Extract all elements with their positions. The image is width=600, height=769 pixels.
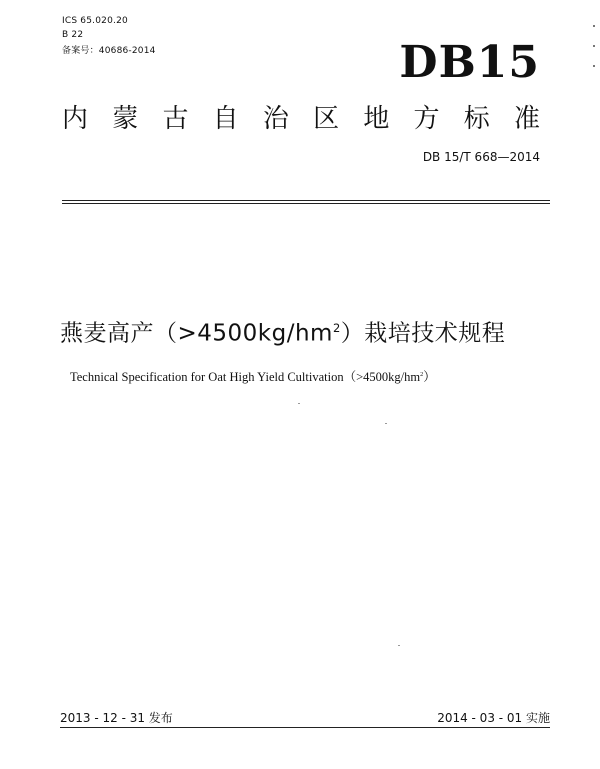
title-char: 自 xyxy=(212,104,239,134)
cn-title-main: 燕麦高产（>4500kg/hm xyxy=(60,320,333,347)
binding-mark xyxy=(593,45,595,47)
cn-title-superscript: 2 xyxy=(332,321,341,335)
title-char: 治 xyxy=(262,104,289,134)
record-number: 备案号：40686-2014 xyxy=(62,46,156,56)
scan-speck xyxy=(398,645,400,646)
standard-number: DB 15/T 668—2014 xyxy=(422,150,540,164)
standard-logo: DB15 xyxy=(399,37,540,88)
implement-date: 2014 - 03 - 01 实施 xyxy=(437,711,550,725)
header-divider-secondary xyxy=(62,203,550,204)
classification-code: B 22 xyxy=(62,30,84,40)
footer-divider xyxy=(60,727,550,728)
title-char: 古 xyxy=(162,104,189,134)
scan-speck xyxy=(298,403,300,404)
header-divider xyxy=(62,200,550,201)
binding-marks xyxy=(593,25,597,85)
ics-code: ICS 65.020.20 xyxy=(62,16,128,26)
en-title-end: ） xyxy=(423,370,436,385)
document-title-english xyxy=(70,367,436,385)
title-char: 准 xyxy=(513,104,540,134)
title-char: 区 xyxy=(313,104,340,134)
title-char: 内 xyxy=(62,104,89,134)
title-char: 蒙 xyxy=(112,104,139,134)
title-char: 地 xyxy=(363,104,390,134)
title-char: 方 xyxy=(413,104,440,134)
cn-title-end: ）栽培技术规程 xyxy=(340,320,506,347)
en-title-main: Technical Specification for Oat High Yield Cultivation（>4500kg/hm xyxy=(70,370,421,385)
scan-speck xyxy=(385,423,387,424)
binding-mark xyxy=(593,65,595,67)
en-title-superscript: 2 xyxy=(420,371,424,378)
standard-category-title xyxy=(62,102,540,136)
binding-mark xyxy=(593,25,595,27)
publish-date: 2013 - 12 - 31 发布 xyxy=(60,711,173,725)
document-title-chinese xyxy=(60,313,505,349)
title-char: 标 xyxy=(463,104,490,134)
